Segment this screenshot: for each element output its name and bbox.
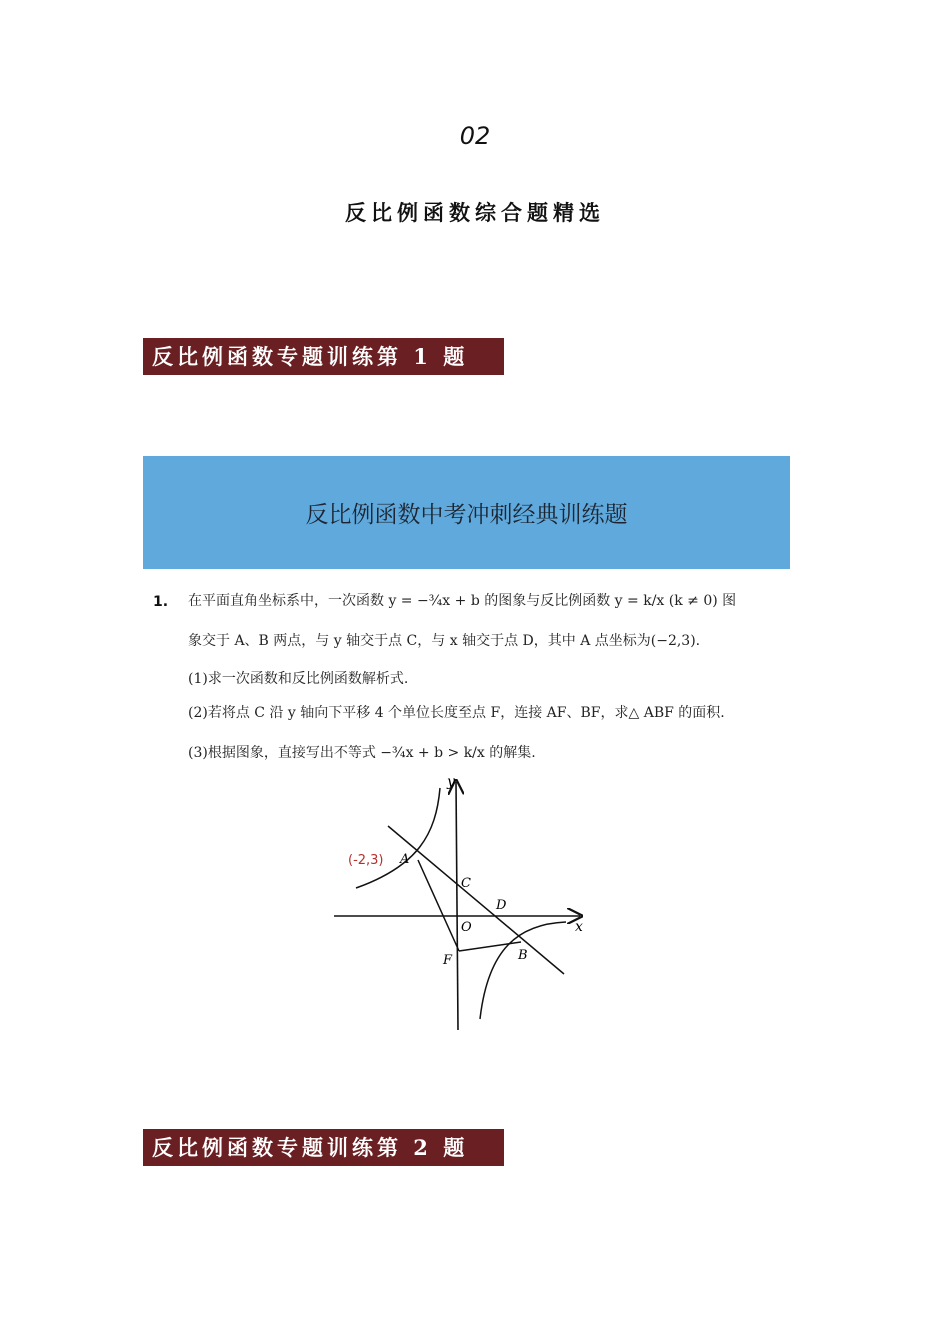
y-axis [456, 782, 458, 1030]
segment-AF [418, 860, 459, 951]
label-F: F [443, 953, 453, 968]
document-title: 反比例函数综合题精选 [345, 200, 605, 225]
label-D: D [496, 898, 507, 913]
section-banner-1: 反比例函数专题训练第 1 题 [143, 338, 504, 375]
line-AB [388, 826, 564, 974]
label-O: O [461, 920, 472, 935]
hyperbola-branch-lower-right [480, 922, 566, 1019]
problem-image [143, 456, 790, 1041]
label-x: x [575, 919, 583, 935]
question-part-2: (2)若将点 C 沿 y 轴向下平移 4 个单位长度至点 F，连接 AF、BF，求△ ABF 的面积. [188, 705, 725, 721]
label-C: C [461, 876, 471, 891]
page-number: 02 [459, 122, 491, 150]
function-graph [328, 774, 608, 1036]
section-banner-2: 反比例函数专题训练第 2 题 [143, 1129, 504, 1166]
question-part-3: (3)根据图象，直接写出不等式 −¾x + b > k/x 的解集. [188, 745, 536, 761]
question-line-2: 象交于 A、B 两点，与 y 轴交于点 C，与 x 轴交于点 D，其中 A 点坐标为(−2,3). [188, 633, 701, 649]
label-B: B [518, 948, 528, 963]
hyperbola-branch-upper-left [356, 788, 440, 888]
question-number: 1. [153, 594, 169, 610]
question-line-1: 在平面直角坐标系中，一次函数 y = −¾x + b 的图象与反比例函数 y = k/x (k ≠ 0) 图 [188, 593, 737, 609]
segment-BF [459, 942, 521, 951]
label-y: y [447, 774, 455, 790]
problem-header-title: 反比例函数中考冲刺经典训练题 [305, 502, 628, 528]
question-part-1: (1)求一次函数和反比例函数解析式. [188, 671, 409, 687]
label-A: A [400, 852, 410, 867]
problem-header [143, 456, 790, 569]
annotation-point-A: (-2,3) [348, 853, 384, 868]
